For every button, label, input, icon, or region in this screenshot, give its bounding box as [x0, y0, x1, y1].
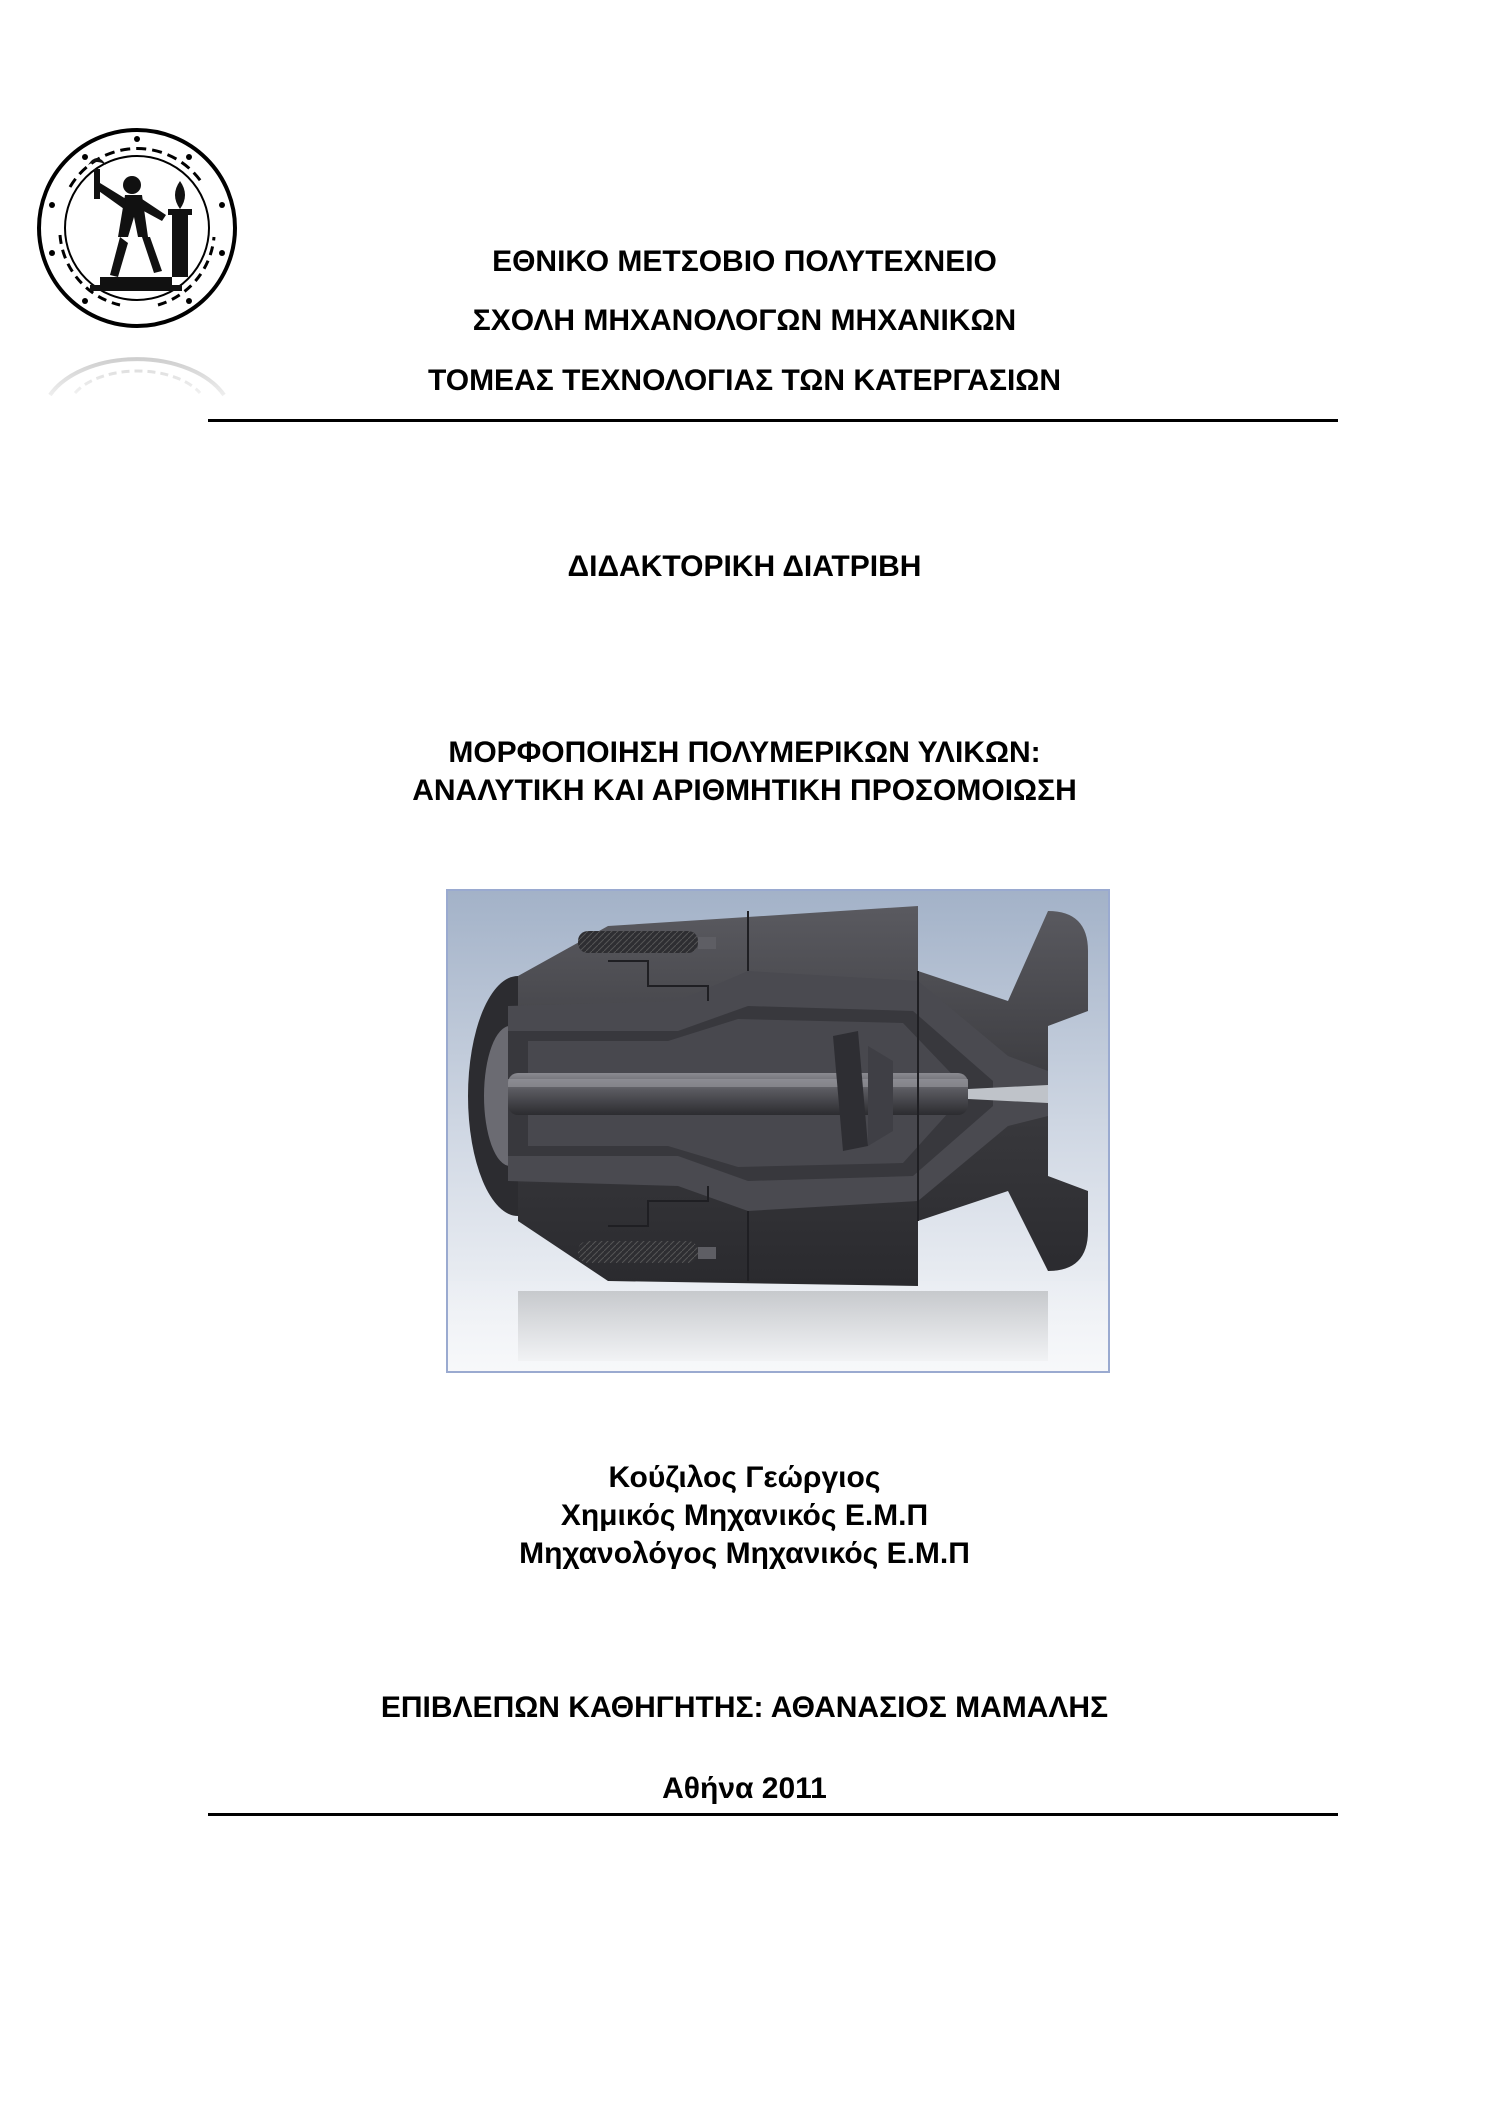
thesis-title-line-2: ΑΝΑΛΥΤΙΚΗ ΚΑΙ ΑΡΙΘΜΗΤΙΚΗ ΠΡΟΣΟΜΟΙΩΣΗ — [412, 774, 1077, 807]
footer-divider — [208, 1813, 1338, 1816]
author-degree-1: Χημικός Μηχανικός Ε.Μ.Π — [560, 1499, 929, 1532]
thesis-title-line-1: ΜΟΡΦΟΠΟΙΗΣΗ ΠΟΛΥΜΕΡΙΚΩΝ ΥΛΙΚΩΝ: — [448, 736, 1041, 769]
university-name: ΕΘΝΙΚΟ ΜΕΤΣΟΒΙΟ ΠΟΛΥΤΕΧΝΕΙΟ — [492, 245, 997, 278]
author-name: Κούζιλος Γεώργιος — [608, 1461, 881, 1494]
place-year: Αθήνα 2011 — [662, 1772, 827, 1805]
supervisor: ΕΠΙΒΛΕΠΩΝ ΚΑΘΗΓΗΤΗΣ: ΑΘΑΝΑΣΙΟΣ ΜΑΜΑΛΗΣ — [380, 1691, 1109, 1724]
author-degree-2: Μηχανολόγος Μηχανικός Ε.Μ.Π — [519, 1537, 970, 1570]
department-name: ΤΟΜΕΑΣ ΤΕΧΝΟΛΟΓΙΑΣ ΤΩΝ ΚΑΤΕΡΓΑΣΙΩΝ — [427, 364, 1062, 397]
document-type: ΔΙΔΑΚΤΟΡΙΚΗ ΔΙΑΤΡΙΒΗ — [567, 550, 922, 583]
header-divider — [208, 419, 1338, 422]
extrusion-die-cross-section-image — [446, 889, 1110, 1373]
school-name: ΣΧΟΛΗ ΜΗΧΑΝΟΛΟΓΩΝ ΜΗΧΑΝΙΚΩΝ — [472, 304, 1017, 337]
